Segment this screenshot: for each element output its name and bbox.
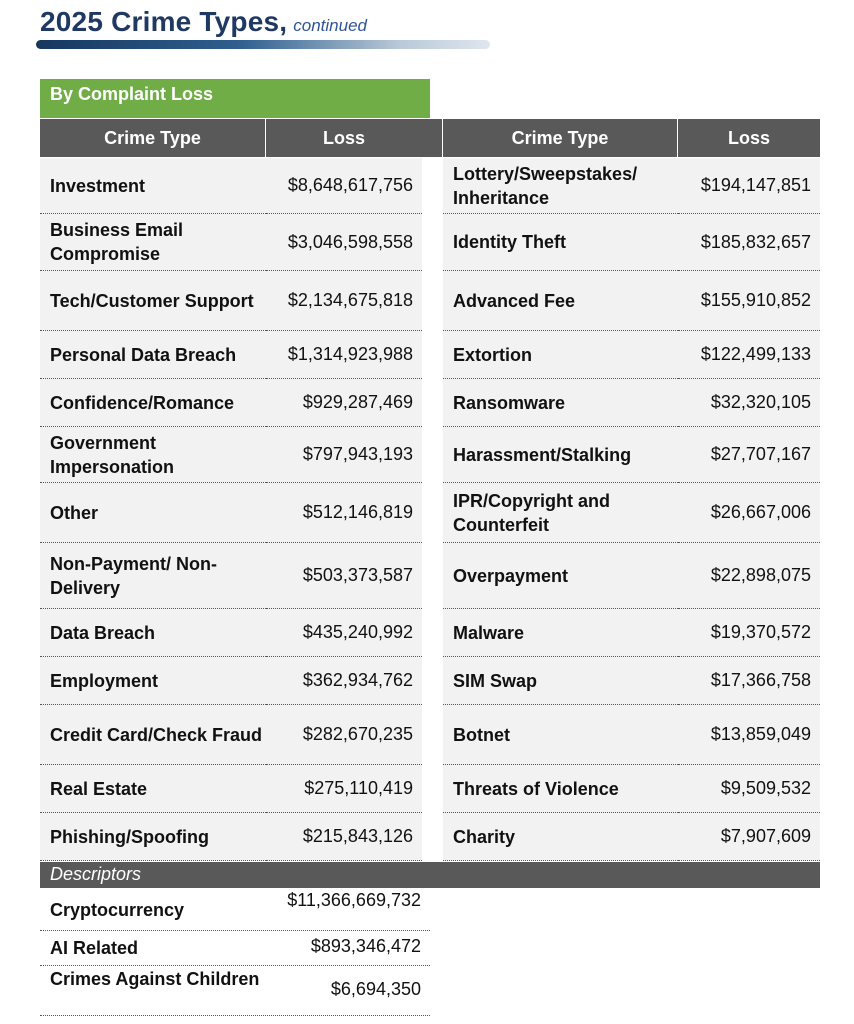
left-row-7-crime-type: Non-Payment/ Non-Delivery xyxy=(40,543,266,609)
descriptor-row xyxy=(40,888,430,931)
right-row-1-loss: $185,832,657 xyxy=(678,214,820,271)
left-row-11-loss: $275,110,419 xyxy=(266,765,422,813)
title-underline xyxy=(36,40,490,49)
descriptor-2-type: Crimes Against Children xyxy=(50,969,260,989)
left-row-4-crime-type: Confidence/Romance xyxy=(40,379,266,427)
right-row-5-loss: $27,707,167 xyxy=(678,427,820,483)
header-crime-type-right: Crime Type xyxy=(443,119,677,157)
right-row-10-crime-type: Botnet xyxy=(443,705,678,765)
right-row-8-loss: $19,370,572 xyxy=(678,609,820,657)
right-row-3-loss: $122,499,133 xyxy=(678,331,820,379)
left-row-5-loss: $797,943,193 xyxy=(266,427,422,483)
left-row-1-loss: $3,046,598,558 xyxy=(266,214,422,271)
left-row-6-crime-type: Other xyxy=(40,483,266,543)
left-row-7-loss: $503,373,587 xyxy=(266,543,422,609)
header-loss-left: Loss xyxy=(266,119,422,157)
title-main: 2025 Crime Types, xyxy=(40,6,288,37)
right-row-0-loss: $194,147,851 xyxy=(678,158,820,214)
left-row-6-loss: $512,146,819 xyxy=(266,483,422,543)
descriptors-header: Descriptors xyxy=(40,862,820,888)
right-row-6-crime-type: IPR/Copyright and Counterfeit xyxy=(443,483,678,543)
descriptor-1-loss: $893,346,472 xyxy=(310,936,421,956)
page-title xyxy=(40,6,367,38)
right-row-9-loss: $17,366,758 xyxy=(678,657,820,705)
right-row-5-crime-type: Harassment/Stalking xyxy=(443,427,678,483)
right-row-8-crime-type: Malware xyxy=(443,609,678,657)
left-row-9-crime-type: Employment xyxy=(40,657,266,705)
left-row-0-crime-type: Investment xyxy=(40,158,266,214)
right-row-12-crime-type: Charity xyxy=(443,813,678,861)
left-row-12-loss: $215,843,126 xyxy=(266,813,422,861)
descriptor-row xyxy=(40,966,430,1016)
column-gap xyxy=(422,158,443,861)
left-row-2-loss: $2,134,675,818 xyxy=(266,271,422,331)
descriptor-0-loss: $11,366,669,732 xyxy=(287,890,421,910)
right-row-11-crime-type: Threats of Violence xyxy=(443,765,678,813)
header-crime-type-left: Crime Type xyxy=(40,119,265,157)
right-row-3-crime-type: Extortion xyxy=(443,331,678,379)
descriptor-2-loss: $6,694,350 xyxy=(330,979,421,999)
left-row-10-loss: $282,670,235 xyxy=(266,705,422,765)
left-row-11-crime-type: Real Estate xyxy=(40,765,266,813)
right-row-2-crime-type: Advanced Fee xyxy=(443,271,678,331)
left-row-5-crime-type: Government Impersonation xyxy=(40,427,266,483)
left-row-3-loss: $1,314,923,988 xyxy=(266,331,422,379)
left-row-1-crime-type: Business Email Compromise xyxy=(40,214,266,271)
left-row-2-crime-type: Tech/Customer Support xyxy=(40,271,266,331)
left-row-4-loss: $929,287,469 xyxy=(266,379,422,427)
right-row-12-loss: $7,907,609 xyxy=(678,813,820,861)
right-row-7-crime-type: Overpayment xyxy=(443,543,678,609)
right-row-10-loss: $13,859,049 xyxy=(678,705,820,765)
left-row-0-loss: $8,648,617,756 xyxy=(266,158,422,214)
section-label: By Complaint Loss xyxy=(40,79,430,118)
right-row-6-loss: $26,667,006 xyxy=(678,483,820,543)
header-gap xyxy=(422,119,442,157)
descriptor-1-type: AI Related xyxy=(50,938,139,958)
left-row-3-crime-type: Personal Data Breach xyxy=(40,331,266,379)
right-row-0-crime-type: Lottery/Sweepstakes/ Inheritance xyxy=(443,158,678,214)
header-loss-right: Loss xyxy=(678,119,820,157)
descriptor-0-type: Cryptocurrency xyxy=(50,900,185,920)
title-subtitle: continued xyxy=(293,16,367,35)
right-row-4-loss: $32,320,105 xyxy=(678,379,820,427)
descriptor-row xyxy=(40,931,430,966)
right-row-9-crime-type: SIM Swap xyxy=(443,657,678,705)
left-row-9-loss: $362,934,762 xyxy=(266,657,422,705)
left-row-10-crime-type: Credit Card/Check Fraud xyxy=(40,705,266,765)
right-row-11-loss: $9,509,532 xyxy=(678,765,820,813)
left-row-12-crime-type: Phishing/Spoofing xyxy=(40,813,266,861)
right-row-1-crime-type: Identity Theft xyxy=(443,214,678,271)
right-row-7-loss: $22,898,075 xyxy=(678,543,820,609)
right-row-2-loss: $155,910,852 xyxy=(678,271,820,331)
left-row-8-loss: $435,240,992 xyxy=(266,609,422,657)
right-row-4-crime-type: Ransomware xyxy=(443,379,678,427)
left-row-8-crime-type: Data Breach xyxy=(40,609,266,657)
